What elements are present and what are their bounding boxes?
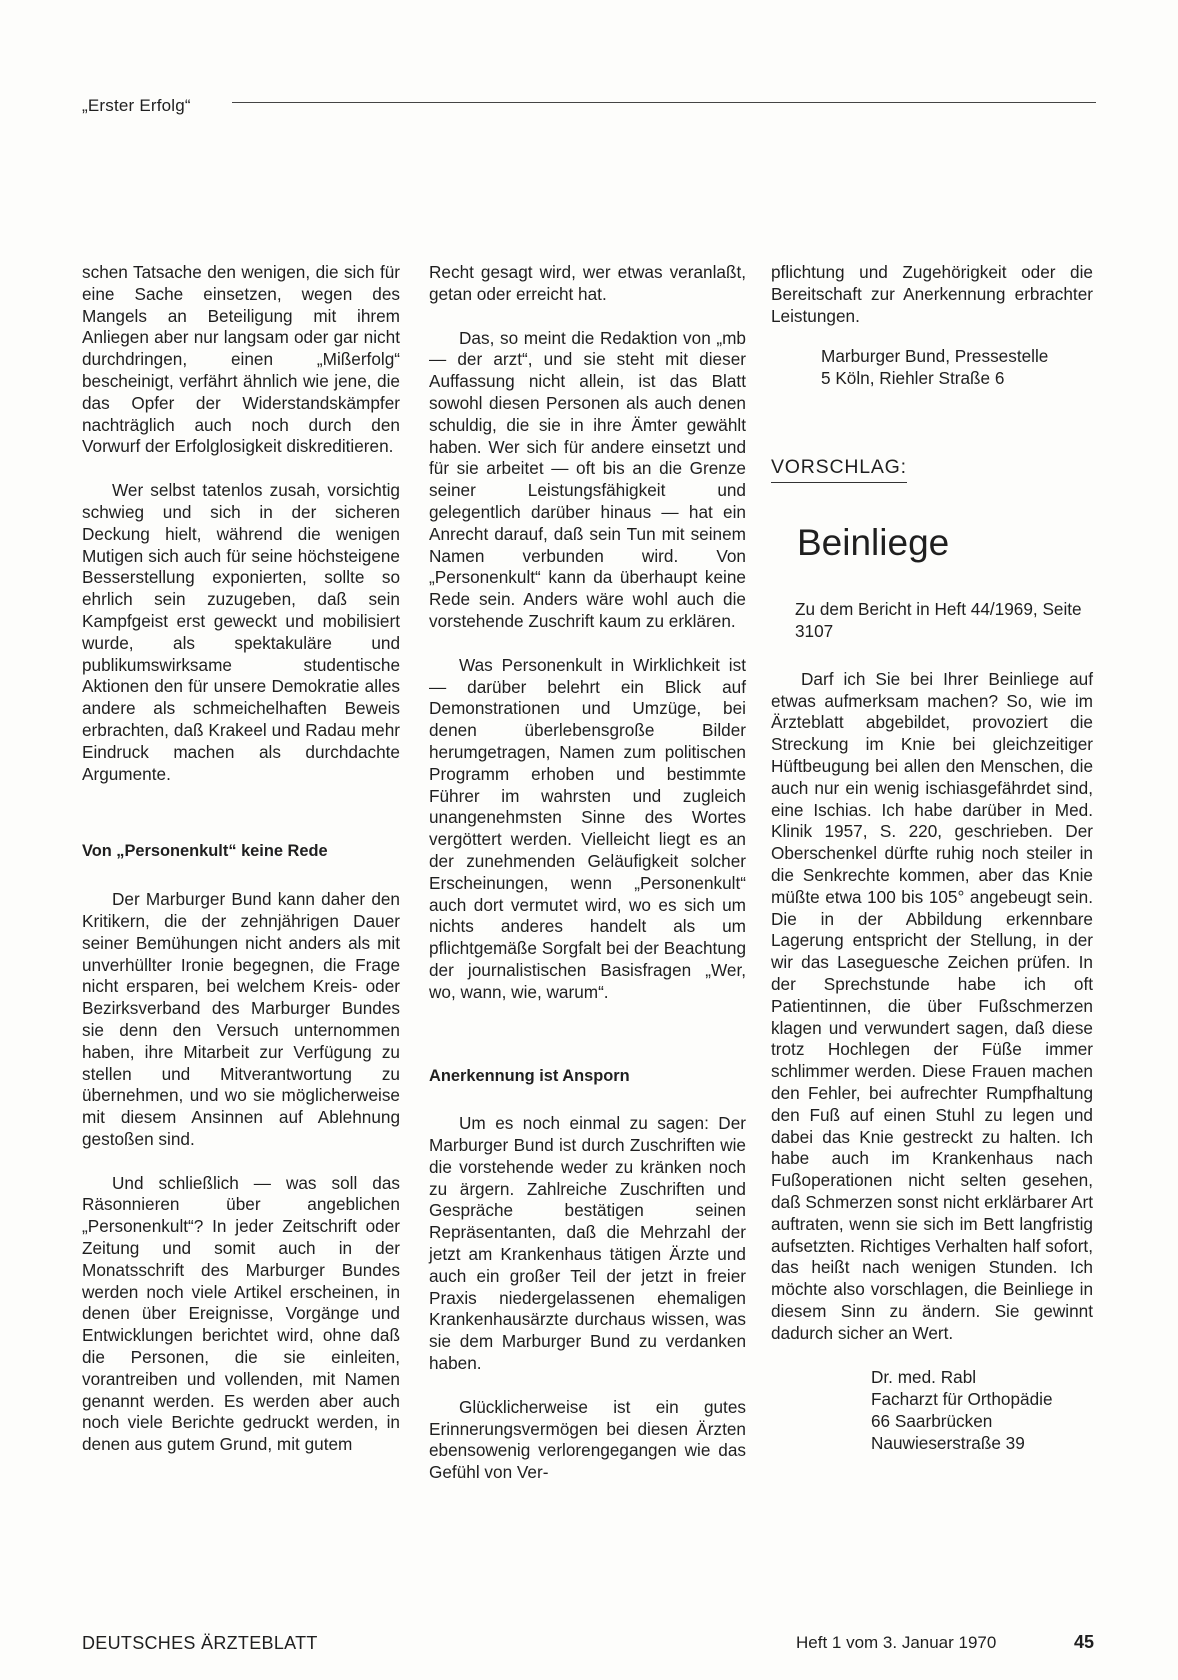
paragraph: Wer selbst tatenlos zusah, vorsichtig schwieg und sich in der sicheren Deckung hielt, während die wenigen Mutigen sich auch für seine höchsteigene Besserstellung exponierten, sollte so ehrlich sein zuzugeben, daß sein Kampfgeist erst geweckt und mobilisiert wurde, als spektakuläre und publikumswirksame studentische Aktionen den für unsere Demokratie alles andere als schmeichelhaften Beweis erbrachten, daß Krakeel und Radau mehr Eindruck machen als durchdachte Argumente. bbox=[82, 480, 400, 784]
reference-note: Zu dem Bericht in Heft 44/1969, Seite 3107 bbox=[795, 599, 1082, 641]
paragraph: schen Tatsache den wenigen, die sich für eine Sache einsetzen, wegen des Mangels an Beteiligung mit ihrem Anliegen aber nur langsam oder gar nicht durchdringen, einen „Mißerfolg“ bescheinigt, verfährt ähnlich wie jene, die das Opfer der Widerstandskämpfer nachträglich auch noch durch den Vorwurf der Erfolglosigkeit diskreditieren. bbox=[82, 262, 400, 457]
issue-info: Heft 1 vom 3. Januar 1970 bbox=[796, 1633, 997, 1652]
paragraph: Und schließlich — was soll das Räsonnieren über angeblichen „Personenkult“? In jeder Zeitschrift oder Zeitung und somit auch in der Monatsschrift des Marburger Bundes werden noch viele Artikel erscheinen, in denen über Ereignisse, Vorgänge und Entwicklungen berichtet wird, ohne daß die Personen, die sie einleiten, vorantreiben und vollenden, mit Namen genannt werden. Es werden aber auch noch viele Berichte gedruckt werden, in denen aus gutem Grund, mit gutem bbox=[82, 1172, 400, 1455]
section-heading: Von „Personenkult“ keine Rede bbox=[82, 842, 328, 861]
signature-line: 66 Saarbrücken bbox=[871, 1411, 993, 1432]
signature-line: Marburger Bund, Pressestelle bbox=[821, 346, 1049, 367]
running-title: „Erster Erfolg“ bbox=[82, 96, 191, 115]
signature-line: Facharzt für Orthopädie bbox=[871, 1389, 1053, 1410]
paragraph: Glücklicherweise ist ein gutes Erinnerungsvermögen bei diesen Ärzten ebensowenig verlorengegangen wie das Gefühl von Ver- bbox=[429, 1396, 746, 1483]
column-2 bbox=[429, 262, 746, 1506]
journal-name: DEUTSCHES ÄRZTEBLATT bbox=[82, 1633, 318, 1653]
paragraph: Der Marburger Bund kann daher den Kritikern, die der zehnjährigen Dauer seiner Bemühungen nicht anders als mit unverhüllter Ironie begegnen, die Frage nicht ersparen, bei welchem Kreis- oder Bezirksverband des Marburger Bundes sie denn den Versuch unternommen haben, ihre Mitarbeit zur Verfügung zu stellen und Mitverantwortung zu übernehmen, und wo sie möglicherweise mit diesem Ansinnen auf Ablehnung gestoßen sind. bbox=[82, 889, 400, 1149]
column-3 bbox=[771, 262, 1093, 1454]
paragraph: Um es noch einmal zu sagen: Der Marburger Bund ist durch Zuschriften wie die vorstehende weder zu kränken noch zu ärgern. Zahlreiche Zuschriften und Gespräche bestätigen seinen Repräsentanten, daß die Mehrzahl der jetzt am Krankenhaus tätigen Ärzte und auch ein großer Teil der jetzt in freier Praxis niedergelassenen ehemaligen Krankenhausärzte durchaus wissen, was sie dem Marburger Bund zu verdanken haben. bbox=[429, 1113, 746, 1374]
header-rule bbox=[232, 102, 1096, 103]
paragraph: Was Personenkult in Wirklichkeit ist — darüber belehrt ein Blick auf Demonstrationen und Umzüge, bei denen überlebensgroße Bilder herumgetragen, Namen zum politischen Programm erhoben und bestimmte Führer im wahrsten und zugleich unangenehmsten Sinne des Wortes vergöttert werden. Vielleicht liegt es an der zunehmenden Geläufigkeit solcher Erscheinungen, wenn „Personenkult“ auch dort vermutet wird, wo es sich um nichts anderes handelt als um pflichtgemäße Sorgfalt bei der Beachtung der journalistischen Basisfragen „Wer, wo, wann, wie, warum“. bbox=[429, 654, 746, 1002]
section-label: VORSCHLAG: bbox=[771, 457, 907, 483]
paragraph: Das, so meint die Redaktion von „mb — der arzt“, und sie steht mit dieser Auffassung nicht allein, ist das Blatt sowohl diesen Personen als auch denen schuldig, die sie in ihre Ämter gewählt haben. Wer sich für andere einsetzt und für sie arbeitet — oft bis an die Grenze seiner Leistungsfähigkeit und gelegentlich darüber hinaus — hat ein Anrecht darauf, daß sein Tun mit seinem Namen verbunden wird. Von „Personenkult“ kann da überhaupt keine Rede sein. Anders wäre wohl auch die vorstehende Zuschrift kaum zu erklären. bbox=[429, 327, 746, 631]
author-signature bbox=[871, 1366, 1093, 1454]
page-number: 45 bbox=[1074, 1632, 1095, 1652]
column-1 bbox=[82, 262, 400, 1478]
paragraph: Darf ich Sie bei Ihrer Beinliege auf etwas aufmerksam machen? So, wie im Ärzteblatt abgebildet, provoziert die Streckung im Knie bei gleichzeitiger Hüftbeugung bei allen den Menschen, die auch nur ein wenig ischiasgefährdet sind, eine Ischias. Ich habe darüber in Med. Klinik 1957, S. 220, geschrieben. Der Oberschenkel dürfte ruhig noch steiler in die Senkrechte kommen, aber das Knie müßte etwa 100 bis 105° angebeugt sein. Die in der Abbildung erkennbare Lagerung entspricht der Stellung, in der wir das Laseguesche Zeichen prüfen. In der Sprechstunde habe ich oft Patientinnen, die über Fußschmerzen klagen und verwundert sagen, daß diese trotz Hochlegen der Füße immer schlimmer werden. Diese Frauen machen den Fehler, bei aufrechter Rumpfhaltung den Fuß auf einen Stuhl zu legen und dabei das Knie gestreckt zu halten. Ich habe auch im Krankenhaus nach Fußoperationen nicht selten gesehen, daß Schmerzen sonst nicht erklärbarer Art auftraten, wenn sie sich im Bett langfristig aufsetzten. Richtiges Verhalten half sofort, das heißt nach wenigen Stunden. Ich möchte also vorschlagen, die Beinliege in diesem Sinn zu ändern. Sie gewinnt dadurch sicher an Wert. bbox=[771, 668, 1093, 1343]
paragraph: pflichtung und Zugehörigkeit oder die Bereitschaft zur Anerkennung erbrachter Leistungen. bbox=[771, 262, 1093, 326]
signature-line: Dr. med. Rabl bbox=[871, 1367, 977, 1388]
signature-line: 5 Köln, Riehler Straße 6 bbox=[821, 368, 1005, 389]
press-signature bbox=[821, 345, 1093, 389]
article-title: Beinliege bbox=[797, 522, 950, 564]
paragraph: Recht gesagt wird, wer etwas veranlaßt, getan oder erreicht hat. bbox=[429, 262, 746, 304]
signature-line: Nauwieserstraße 39 bbox=[871, 1433, 1025, 1454]
section-heading: Anerkennung ist Ansporn bbox=[429, 1066, 630, 1085]
